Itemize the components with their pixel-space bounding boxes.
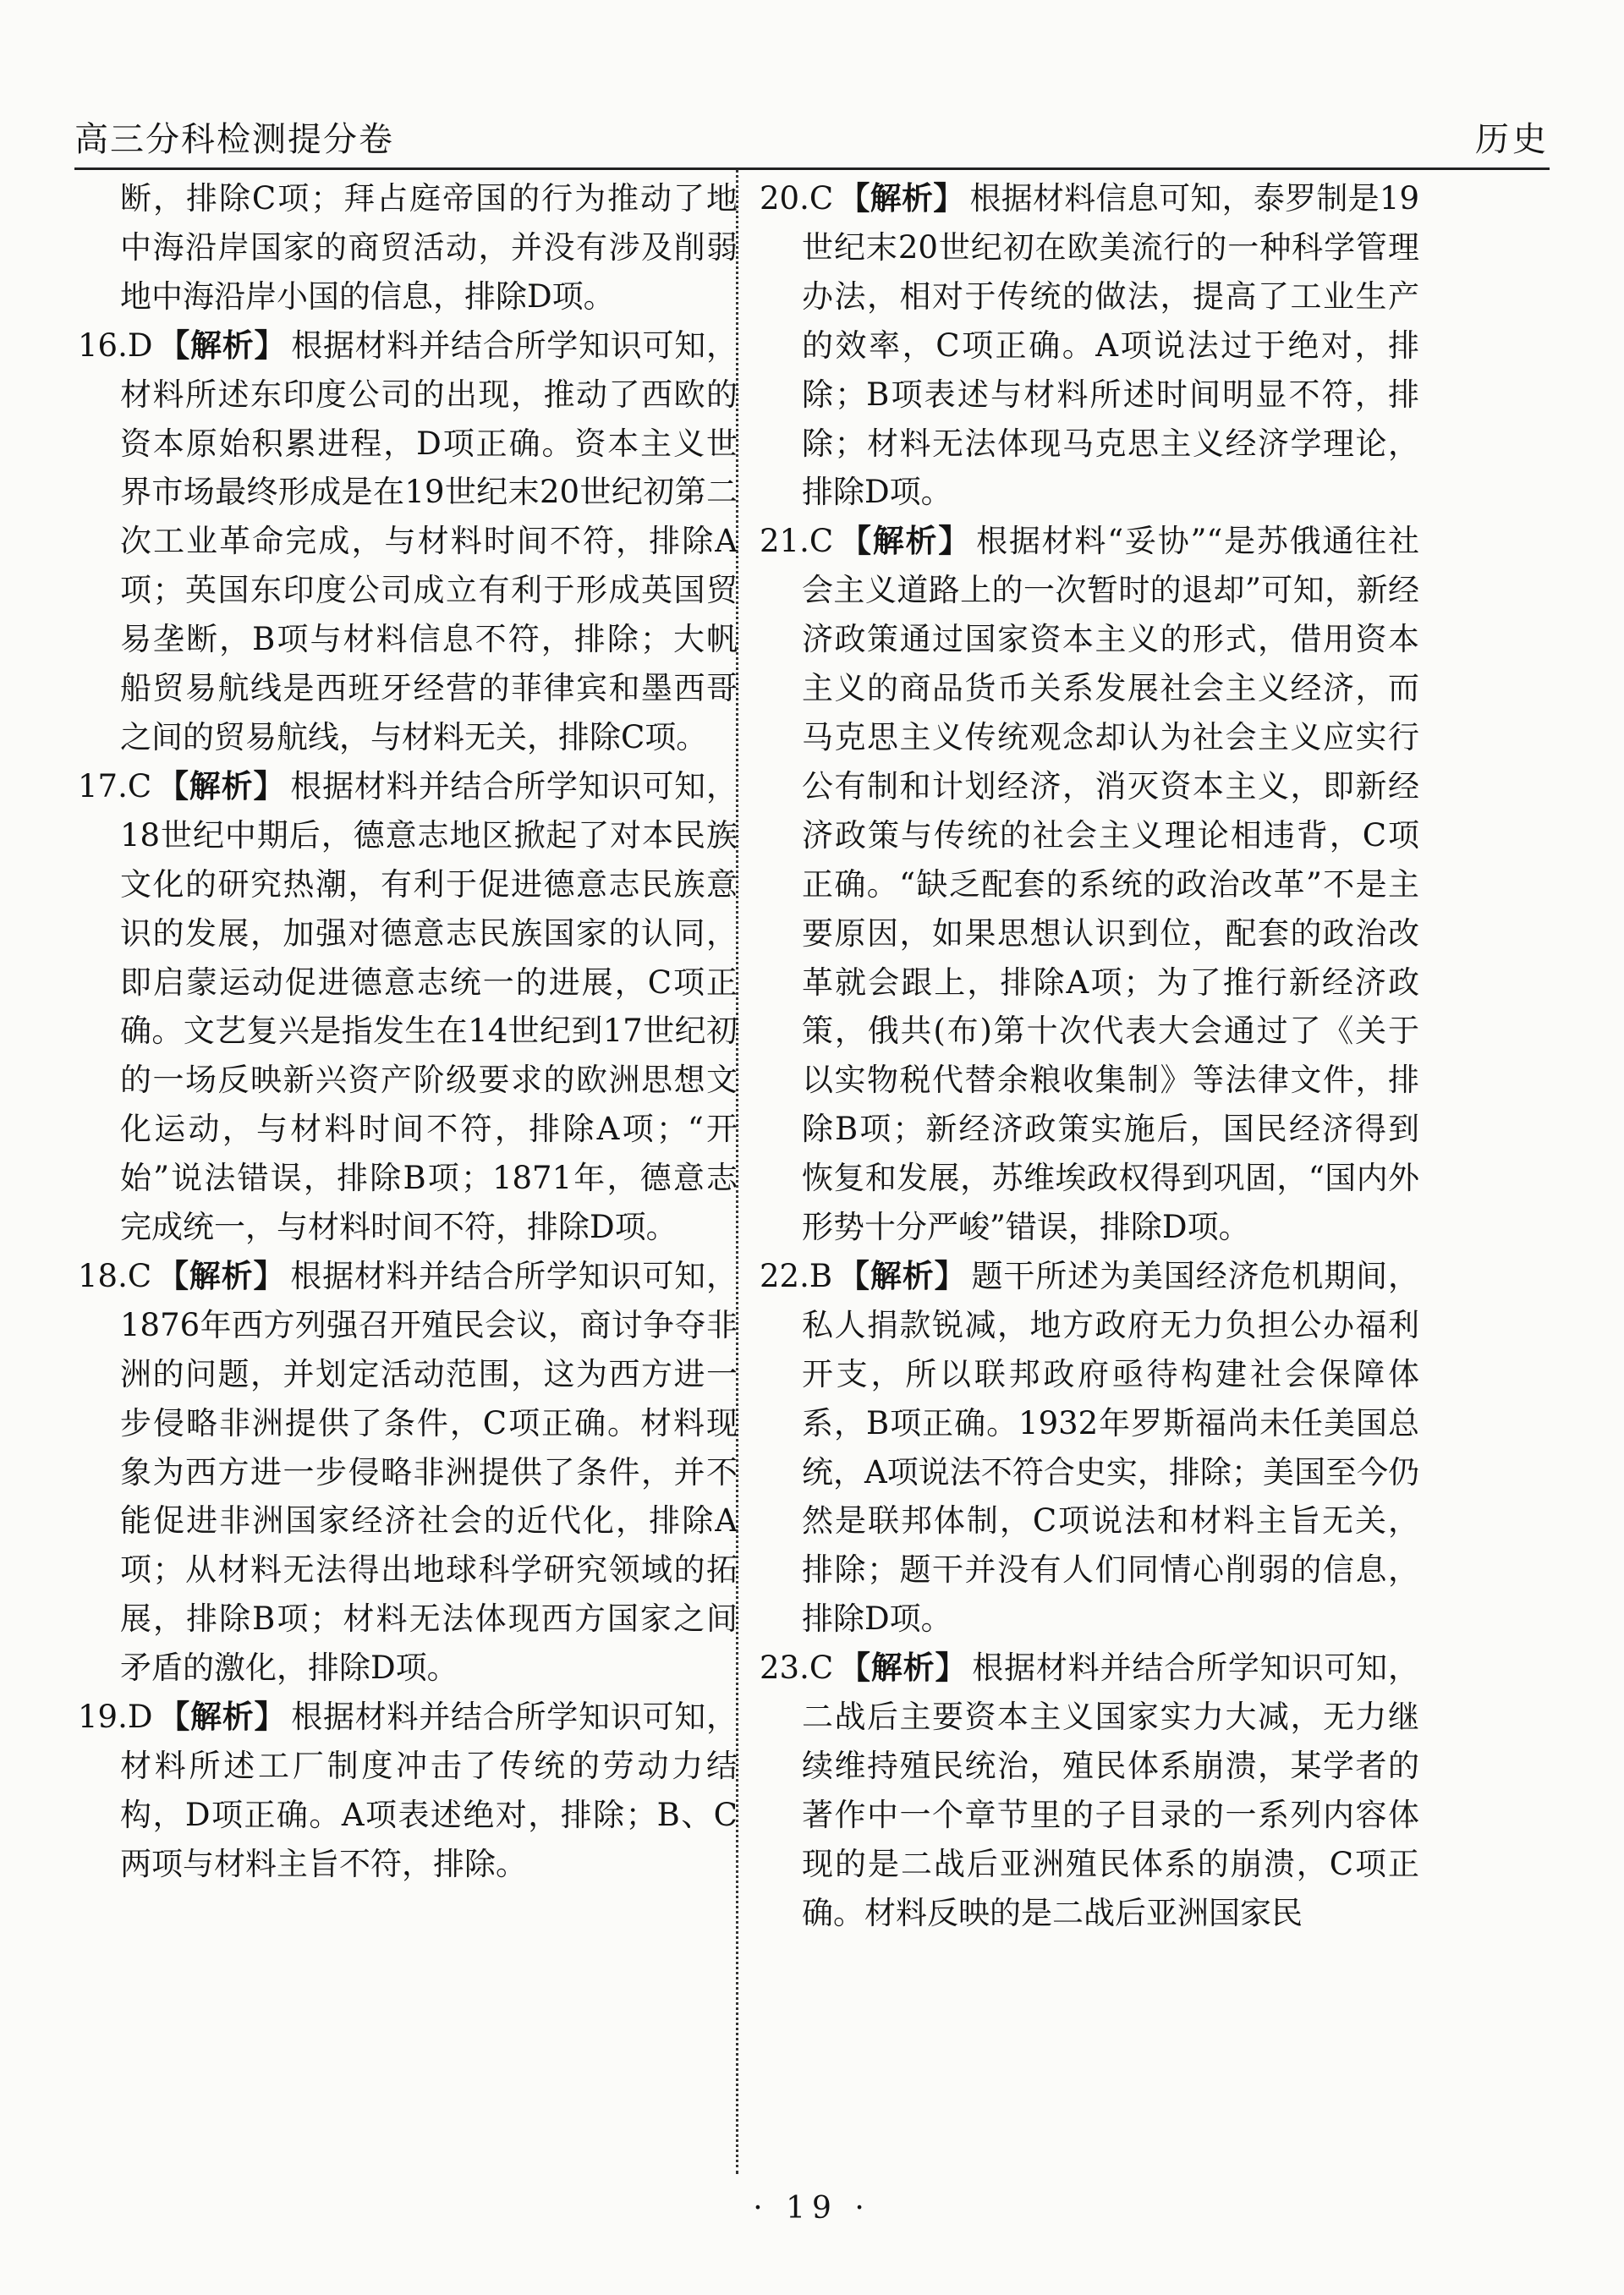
analysis-tag: 【解析】 — [156, 1257, 286, 1294]
page-header — [74, 108, 1550, 170]
answer-text: 根据材料并结合所学知识可知，1876年西方列强召开殖民会议，商讨争夺非洲的问题，并划定活动范围，这为西方进一步侵略非洲提供了条件，C项正确。材料现象为西方进一步侵略非洲提供了条件，并不能促进非洲国家经济社会的近代化，排除A项；从材料无法得出地球科学研究领域的拓展，排除B项；材料无法体现西方国家之间矛盾的激化，排除D项。 — [120, 1257, 738, 1687]
answer-text: 根据材料并结合所学知识可知，18世纪中期后，德意志地区掀起了对本民族文化的研究热潮，有利于促进德意志民族意识的发展，加强对德意志民族国家的认同，即启蒙运动促进德意志统一的进展，C项正确。文艺复兴是指发生在14世纪到17世纪初的一场反映新兴资产阶级要求的欧洲思想文化运动，与材料时间不符，排除A项；“开始”说法错误，排除B项；1871年，德意志完成统一，与材料时间不符，排除D项。 — [120, 767, 738, 1246]
answer-text: 题干所述为美国经济危机期间，私人捐款锐减，地方政府无力负担公办福利开支，所以联邦政府亟待构建社会保障体系，B项正确。1932年罗斯福尚未任美国总统，A项说法不符合史实，排除；美国至今仍然是联邦体制，C项说法和材料主旨无关，排除；题干并没有人们同情心削弱的信息，排除D项。 — [802, 1257, 1420, 1638]
answer-number: 20.C — [760, 180, 834, 217]
answer-number: 16.D — [78, 327, 153, 364]
analysis-tag: 【解析】 — [157, 1699, 287, 1736]
right-column — [760, 174, 1419, 1938]
answer-23 — [760, 1644, 1419, 1937]
page-number: · 19 · — [753, 2191, 871, 2226]
answer-text: 根据材料并结合所学知识可知，材料所述东印度公司的出现，推动了西欧的资本原始积累进程，D项正确。资本主义世界市场最终形成是在19世纪末20世纪初第二次工业革命完成，与材料时间不符，排除A项；英国东印度公司成立有利于形成英国贸易垄断，B项与材料信息不符，排除；大帆船贸易航线是西班牙经营的菲律宾和墨西哥之间的贸易航线，与材料无关，排除C项。 — [120, 327, 738, 755]
answer-number: 17.C — [78, 767, 152, 804]
answer-number: 21.C — [760, 523, 834, 560]
answer-text: 根据材料信息可知，泰罗制是19世纪末20世纪初在欧美流行的一种科学管理办法，相对于传统的做法，提高了工业生产的效率，C项正确。A项说法过于绝对，排除；B项表述与材料所述时间明显不符，排除；材料无法体现马克思主义经济学理论，排除D项。 — [802, 180, 1419, 511]
answer-18 — [78, 1252, 738, 1693]
analysis-tag: 【解析】 — [838, 180, 965, 217]
continuation-text: 断，排除C项；拜占庭帝国的行为推动了地中海沿岸国家的商贸活动，并没有涉及削弱地中海沿岸小国的信息，排除D项。 — [120, 180, 738, 315]
answer-22 — [760, 1252, 1419, 1644]
subject-label: 历史 — [1475, 120, 1550, 159]
answer-text: 根据材料“妥协”“是苏俄通往社会主义道路上的一次暂时的退却”可知，新经济政策通过国家资本主义的形式，借用资本主义的商品货币关系发展社会主义经济，而马克思主义传统观念却认为社会主义应实行公有制和计划经济，消灭资本主义，即新经济政策与传统的社会主义理论相违背，C项正确。“缺乏配套的系统的政治改革”不是主要原因，如果思想认识到位，配套的政治改革就会跟上，排除A项；为了推行新经济政策，俄共(布)第十次代表大会通过了《关于以实物税代替余粮收集制》等法律文件，排除B项；新经济政策实施后，国民经济得到恢复和发展，苏维埃政权得到巩固，“国内外形势十分严峻”错误，排除D项。 — [802, 523, 1420, 1246]
left-column — [78, 174, 738, 1889]
answer-number: 19.D — [78, 1699, 153, 1736]
analysis-tag: 【解析】 — [838, 523, 972, 560]
analysis-tag: 【解析】 — [156, 767, 286, 804]
analysis-tag: 【解析】 — [837, 1257, 967, 1294]
answer-19 — [78, 1693, 738, 1889]
answer-20 — [760, 174, 1419, 517]
analysis-tag: 【解析】 — [838, 1650, 968, 1687]
column-divider — [736, 169, 738, 2174]
answer-number: 23.C — [760, 1650, 834, 1687]
answer-16 — [78, 321, 738, 762]
book-title: 高三分科检测提分卷 — [74, 120, 394, 159]
analysis-tag: 【解析】 — [157, 327, 287, 364]
answer-text: 根据材料并结合所学知识可知，二战后主要资本主义国家实力大减，无力继续维持殖民统治，殖民体系崩溃，某学者的著作中一个章节里的子目录的一系列内容体现的是二战后亚洲殖民体系的崩溃，C项正确。材料反映的是二战后亚洲国家民 — [802, 1650, 1420, 1931]
answer-21 — [760, 517, 1419, 1252]
answer-number: 22.B — [760, 1257, 833, 1294]
answer-number: 18.C — [78, 1257, 152, 1294]
answer-text: 根据材料并结合所学知识可知，材料所述工厂制度冲击了传统的劳动力结构，D项正确。A项表述绝对，排除；B、C两项与材料主旨不符，排除。 — [120, 1699, 738, 1882]
answer-17 — [78, 762, 738, 1252]
